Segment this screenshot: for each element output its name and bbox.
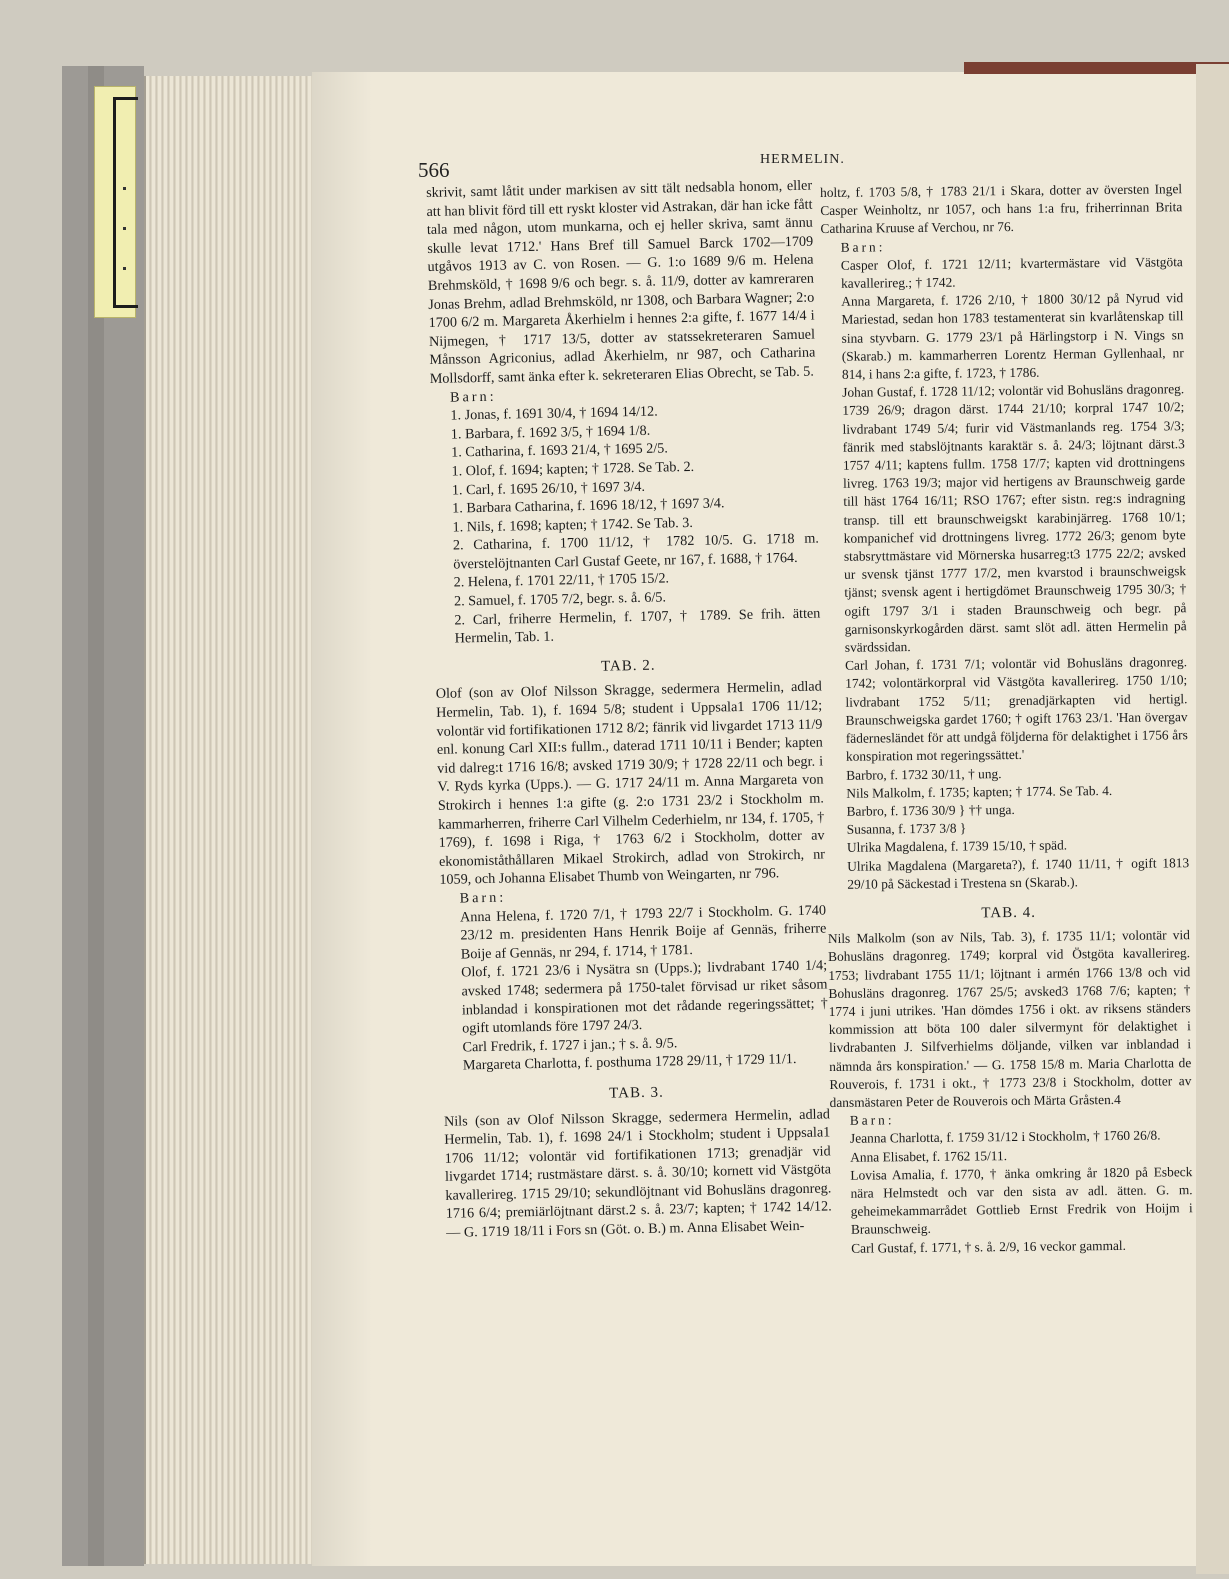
text-paragraph: Carl Johan, f. 1731 7/1; volontär vid Bohusläns dragonreg. 1742; volontärkorpral vid Västgöta kavallerireg. 1750 1/10; livdrabant 1752 5/11; grenadjärkapten vid hertigl. Braunschweigska gardet 1760; † ogift 1763 23/1. 'Han övergav fädernesländet för att undgå följderna för delaktighet i 1756 års konspiration mot regeringssättet.'	[844, 654, 1188, 765]
text-paragraph: 1. Olof, f. 1694; kapten; † 1728. Se Tab. 2.	[451, 458, 695, 480]
text-paragraph: 2. Carl, friherre Hermelin, f. 1707, † 1789. Se frih. ätten Hermelin, Tab. 1.	[454, 605, 821, 647]
children-heading: Barn:	[449, 388, 497, 406]
page-stack-edge	[144, 76, 314, 1564]
text-paragraph: Nils Malkolm, f. 1735; kapten; † 1774. Se Tab. 4.	[846, 782, 1113, 801]
text-paragraph: Nils (son av Olof Nilsson Skragge, sedermera Hermelin, adlad Hermelin, Tab. 1), f. 1698 24/1 i Stockholm; student i Uppsala1 1706 11/12; volontär vid fortifikationen 1713; grenadjär vid livgardet 1714; rustmästare därst. s. å. 30/10; kornett vid Västgöta kavallerireg. 1715 29/10; sekundlöjtnant vid Bohusläns dragonreg. 1716 6/4; premiärlöjtnant därst.2 s. å. 23/7; kapten; † 1742 14/12. — G. 1719 18/11 i Fors sn (Göt. o. B.) m. Anna Elisabet Wein-	[443, 1105, 832, 1241]
text-paragraph: Carl Fredrik, f. 1727 i jan.; † s. å. 9/5.	[462, 1035, 678, 1056]
text-paragraph: Anna Margareta, f. 1726 2/10, † 1800 30/12 på Nyrud vid Mariestad, sedan hon 1783 testamenterat sin kvarlåtenskap till sina styvbarn. G. 1779 23/1 på Härlingstorp i N. Vings sn (Skarab.) m. kammarherren Lorentz Herman Gyllenhaal, nr 814, i hans 2:a gifte, f. 1723, † 1786.	[841, 290, 1184, 382]
text-paragraph: 1. Carl, f. 1695 26/10, † 1697 3/4.	[451, 478, 646, 499]
index-card-tab	[94, 86, 136, 318]
facing-page-edge	[1196, 64, 1229, 1574]
text-paragraph: Olof (son av Olof Nilsson Skragge, sedermera Hermelin, adlad Hermelin, Tab. 1), f. 1694 5/8; student i Uppsala1 1706 11/12; volontär vid fortifikationen 1712 8/2; fänrik vid livgardet 1713 11/9 enl. konung Carl XII:s fullm., daterad 1711 10/11 i Bender; kapten vid dalreg:t 1716 16/8; avsked 1719 30/9; † 1728 22/11 och begr. i V. Ryds kyrka (Upps.). — G. 1717 24/11 m. Anna Margareta von Strokirch i hennes 1:a gifte (g. 2:o 1731 23/2 i Stockholm m. kammarherren, friherre Carl Vilhelm Cederhielm, nr 134, f. 1705, † 1769), f. 1698 i Riga, † 1763 6/2 i Stockholm, dotter av ekonomiståthållaren Mikael Strokirch, adlad von Strokirch, nr 1059, och Johanna Elisabet Thumb von Weingarten, nr 796.	[435, 678, 826, 889]
text-paragraph: Lovisa Amalia, f. 1770, † änka omkring år 1820 på Esbeck nära Helmstedt och var den sista av adl. ätten. G. m. geheimekammarrådet Gottlieb Ernst Fredrik von Hoijm i Braunschweig.	[850, 1163, 1193, 1238]
text-paragraph: Anna Elisabet, f. 1762 15/11.	[850, 1147, 1008, 1165]
section-heading: TAB. 4.	[981, 904, 1037, 922]
index-card-mark	[123, 187, 126, 190]
text-paragraph: 1. Nils, f. 1698; kapten; † 1742. Se Tab. 3.	[452, 514, 694, 536]
text-paragraph: Jeanna Charlotta, f. 1759 31/12 i Stockholm, † 1760 26/8.	[849, 1127, 1161, 1147]
text-paragraph: Nils Malkolm (son av Nils, Tab. 3), f. 1735 11/1; volontär vid Bohusläns dragonreg. 1749; korpral vid Östgöta kavallerireg. 1753; livdrabant 1755 11/1; löjtnant i armén 1766 13/8 och vid Bohusläns dragonreg. 1767 25/5; avsked3 1768 7/6; kapten; † 1774 i juni utrikes. 'Han dömdes 1756 i okt. av riksens ständers kommission att böta 100 daler silvermynt för delaktighet i livdrabanten J. Silfverhielms döljande, vilken var inblandad i nämnda års konspiration.' — G. 1758 15/8 m. Maria Charlotta de Rouverois, f. 1731 i okt., † 1773 23/8 i Stockholm, dotter av dansmästaren Peter de Rouverois och Märta Gråsten.4	[827, 927, 1192, 1110]
text-paragraph: Susanna, f. 1737 3/8 }	[846, 820, 967, 837]
index-card-mark	[123, 227, 126, 230]
children-heading: Barn:	[459, 889, 507, 907]
text-paragraph: Olof, f. 1721 23/6 i Nysätra sn (Upps.); livdrabant 1740 1/4; avsked 1748; sedermera på 1750-talet förvisad ur riket såsom inblandad i konspirationen mot det rådande regeringssättet; † ogift utomlands före 1797 24/3.	[460, 957, 828, 1037]
text-paragraph: holtz, f. 1703 5/8, † 1783 21/1 i Skara, dotter av översten Ingel Casper Weinholtz, nr 1057, och hans 1:a fru, friherrinnan Brita Catharina Kruuse af Verchou, nr 76.	[820, 181, 1183, 237]
children-heading: Barn:	[849, 1112, 895, 1128]
text-paragraph: Barbro, f. 1736 30/9 } †† unga.	[846, 801, 1015, 819]
text-paragraph: Barbro, f. 1732 30/11, † ung.	[846, 765, 1002, 783]
text-paragraph: 2. Samuel, f. 1705 7/2, begr. s. å. 6/5.	[453, 589, 667, 610]
text-paragraph: 1. Jonas, f. 1691 30/4, † 1694 14/12.	[450, 403, 658, 424]
text-paragraph: Casper Olof, f. 1721 12/11; kvartermästare vid Västgöta kavallerireg.; † 1742.	[840, 254, 1183, 291]
section-heading: TAB. 2.	[600, 657, 656, 675]
text-paragraph: 2. Catharina, f. 1700 11/12, † 1782 10/5. G. 1718 m. överstelöjtnanten Carl Gustaf Geete, nr 167, f. 1688, † 1764.	[452, 530, 820, 573]
running-head: HERMELIN.	[760, 152, 845, 167]
children-heading: Barn:	[840, 238, 886, 255]
text-paragraph: 2. Helena, f. 1701 22/11, † 1705 15/2.	[453, 570, 670, 592]
section-heading: TAB. 3.	[609, 1084, 664, 1102]
text-paragraph: Ulrika Magdalena, f. 1739 15/10, † späd.	[846, 837, 1068, 856]
text-paragraph: Ulrika Magdalena (Margareta?), f. 1740 11/11, † ogift 1813 29/10 på Säckestad i Trestena sn (Skarab.).	[847, 854, 1190, 892]
text-paragraph: 1. Catharina, f. 1693 21/4, † 1695 2/5.	[451, 440, 669, 461]
right-text-column	[820, 180, 1193, 1258]
facing-page-top	[964, 62, 1229, 74]
index-card-mark	[123, 267, 126, 270]
text-paragraph: Carl Gustaf, f. 1771, † s. å. 2/9, 16 veckor gammal.	[851, 1237, 1127, 1256]
text-paragraph: 1. Barbara Catharina, f. 1696 18/12, † 1697 3/4.	[452, 495, 725, 517]
index-card-bracket	[113, 97, 138, 308]
gutter-shadow	[312, 72, 372, 1566]
left-text-column	[426, 177, 832, 1243]
text-paragraph: Johan Gustaf, f. 1728 11/12; volontär vid Bohusläns dragonreg. 1739 26/9; dragon därst. 1744 21/10; korpral 1747 10/2; livdrabant 1749 5/4; furir vid Västmanlands reg. 1754 3/3; fänrik med stabslöjtnants karaktär s. å. 24/3; löjtnant därst.3 1757 4/11; kaptens fullm. 1758 17/7; kapten vid drottningens livreg. 1763 19/3; major vid hertigens av Braunschweig garde till häst 1764 16/11; RSO 1767; efter sistn. reg:s indragning transp. till ett braunschweigskt karabinjärreg. 1768 10/1; kompanichef vid drottningens livreg. 1772 26/3; genom byte stabsryttmästare vid Mörnerska husarreg:t3 1775 22/2; avsked ur svensk tjänst 1777 17/2, men kvarstod i braunschweigsk tjänst; svensk agent i hertigdömet Braunschweig 1795 30/3; † ogift 1797 3/1 i staden Braunschweig och begr. på garnisonskyrkogården därst. samt slöt adl. ätten Hermelin på svärdssidan.	[842, 381, 1187, 655]
text-paragraph: Margareta Charlotta, f. posthuma 1728 29/11, † 1729 11/1.	[462, 1051, 797, 1074]
text-paragraph: Anna Helena, f. 1720 7/1, † 1793 22/7 i Stockholm. G. 1740 23/12 m. presidenten Hans Henrik Boije af Gennäs, friherre Boije af Gennäs, nr 294, f. 1714, † 1781.	[459, 902, 827, 963]
text-paragraph: 1. Barbara, f. 1692 3/5, † 1694 1/8.	[450, 422, 651, 443]
text-paragraph: skrivit, samt låtit under markisen av sitt tält nedsabla honom, eller att han blivit förd till ett ryskt kloster vid Astrakan, där han icke fått tala med någon, utom munkarna, och ej heller skriva, samt ännu skulle levat 1712.' Hans Bref till Samuel Barck 1702—1709 utgåvos 1913 av C. von Rosen. — G. 1:o 1689 9/6 m. Helena Brehmsköld, † 1698 9/6 och begr. s. å. 11/9, dotter av kamreraren Jonas Brehm, adlad Brehmsköld, nr 1308, och Barbara Wagner; 2:o 1700 6/2 m. Margareta Åkerhielm i hennes 2:a gifte, f. 1677 14/4 i Nijmegen, † 1717 13/5, dotter av statssekreteraren Samuel Månsson Agriconius, adlad Åkerhielm, nr 987, och Catharina Mollsdorff, samt änka efter k. sekreteraren Elias Obrecht, se Tab. 5.	[426, 177, 816, 387]
page-number: 566	[418, 158, 450, 182]
